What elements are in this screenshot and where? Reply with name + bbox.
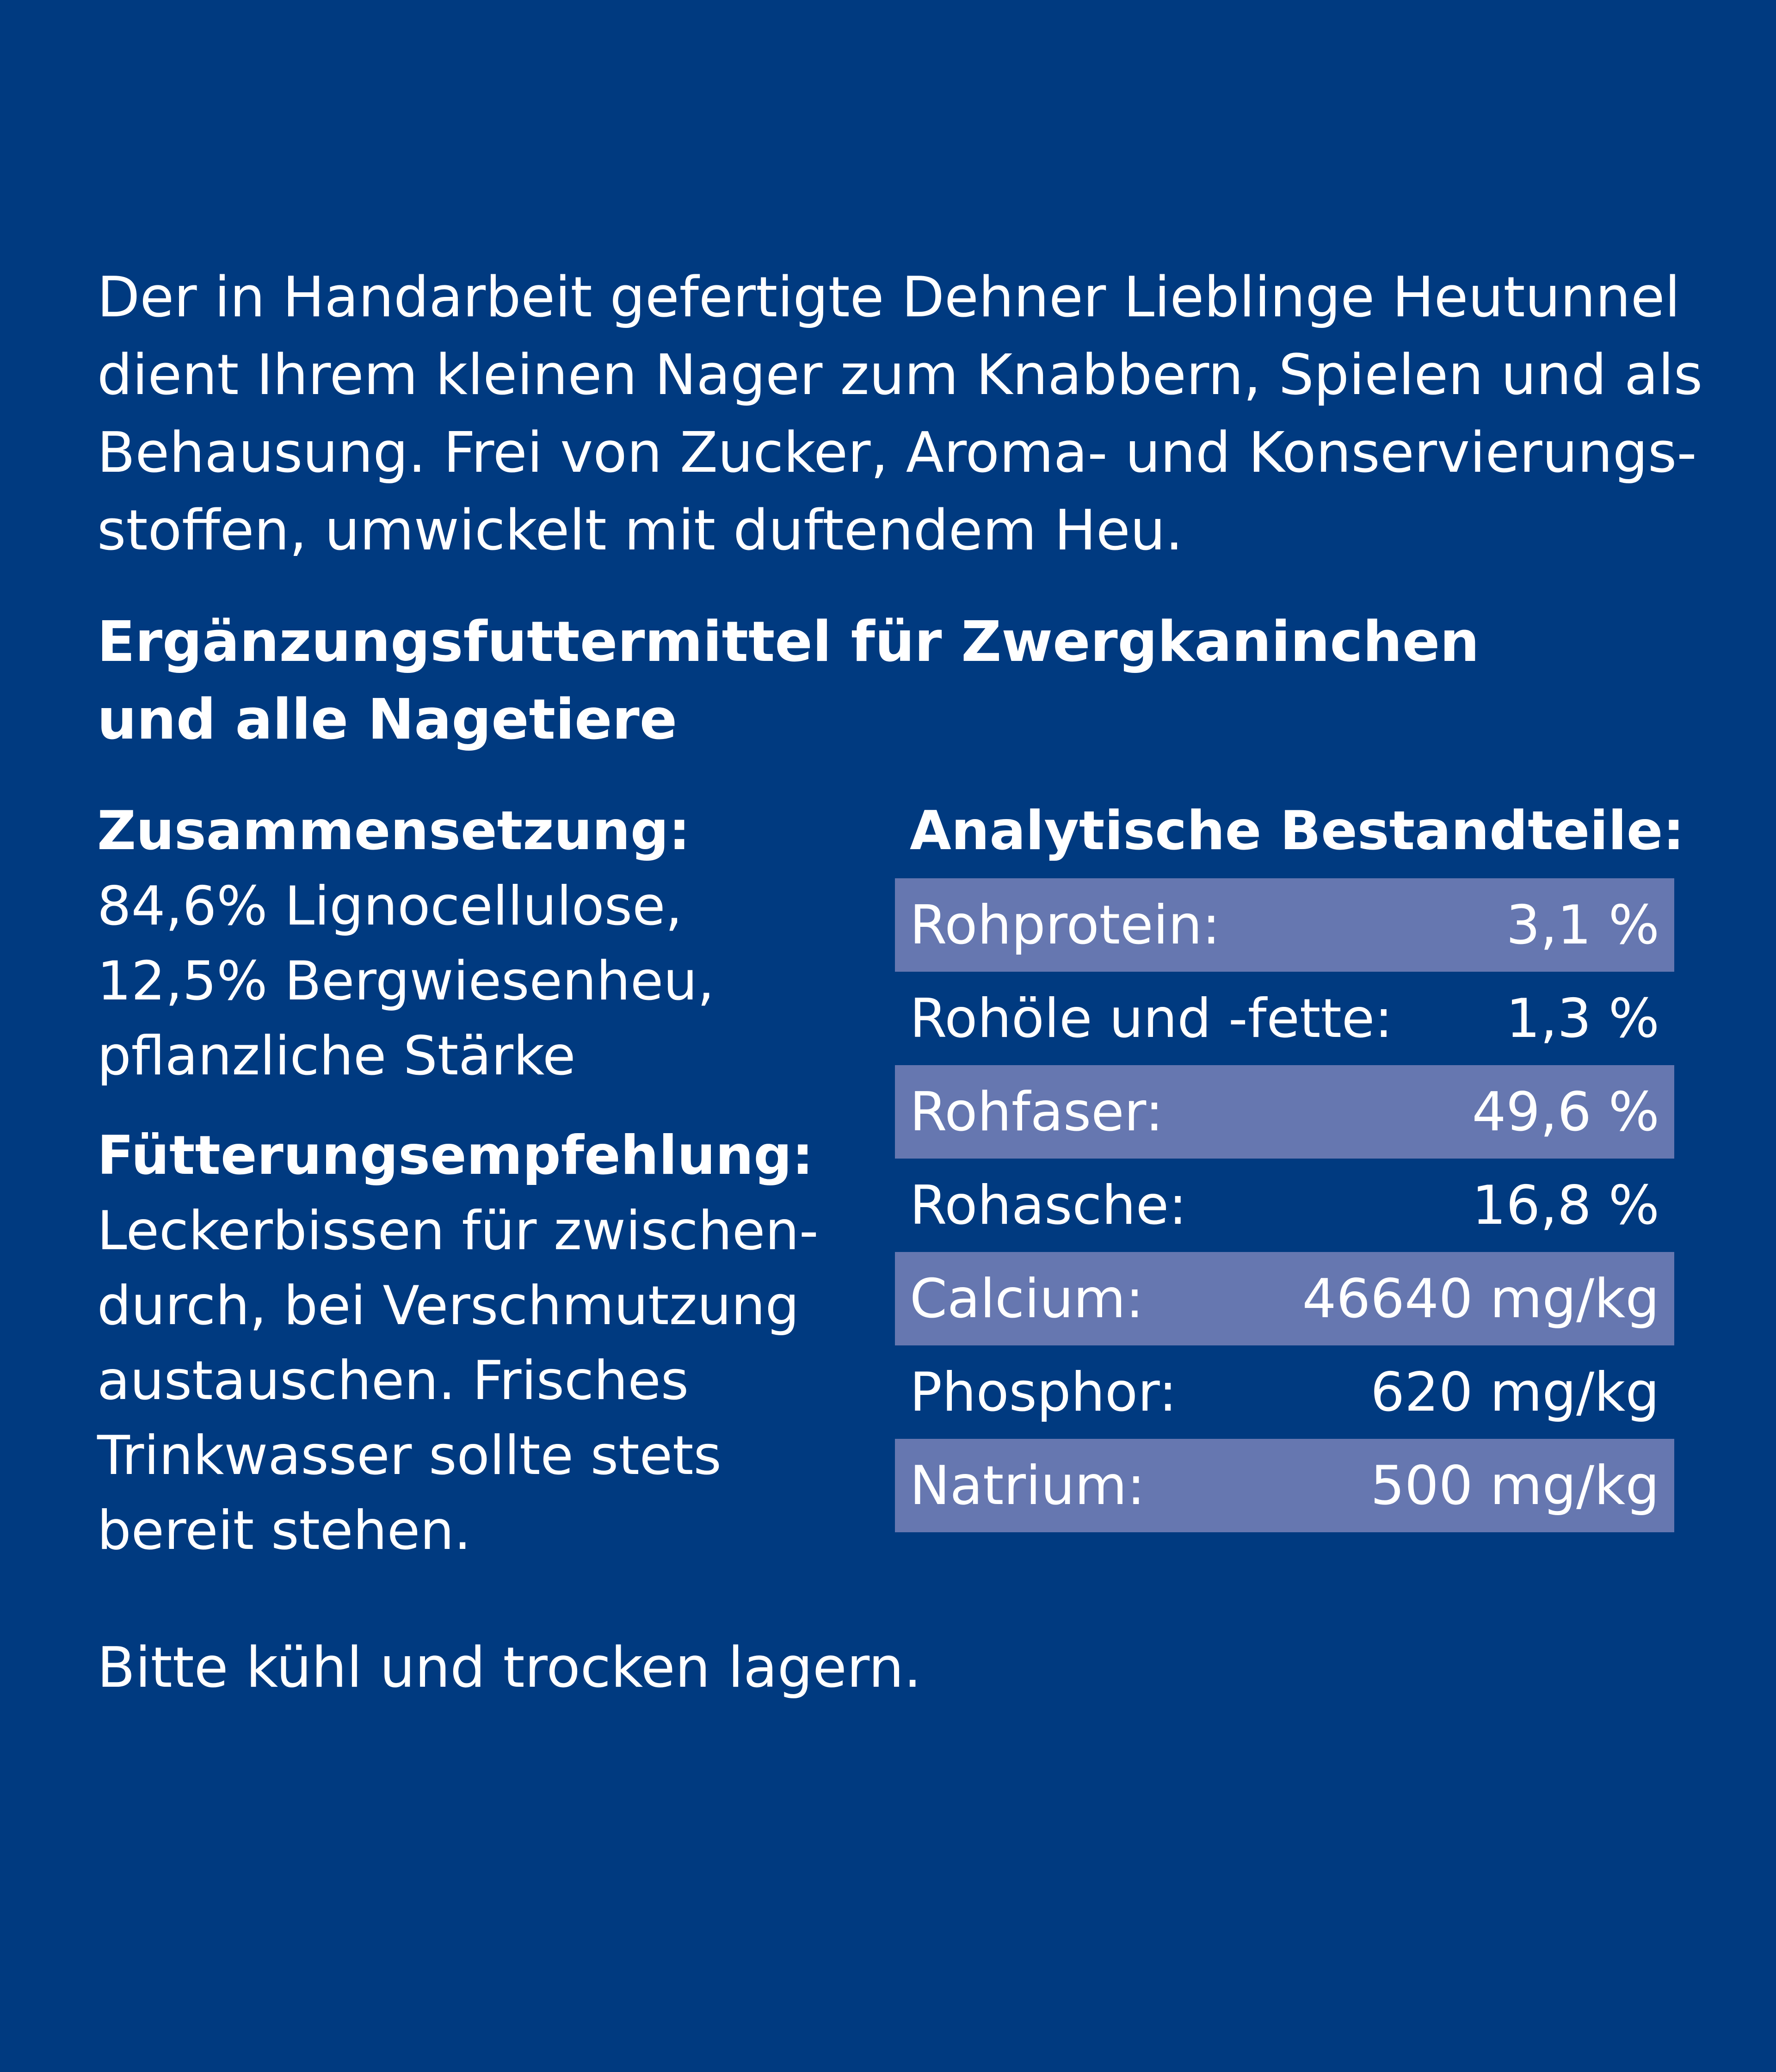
table-row: [895, 1252, 1674, 1345]
feeding-line: Leckerbissen für zwischen-: [97, 1200, 819, 1262]
nutrient-label: Rohöle und -fette:: [910, 987, 1393, 1050]
nutrient-value: 46640 mg/kg: [1302, 1267, 1659, 1330]
nutrient-label: Rohfaser:: [910, 1080, 1164, 1143]
feeding-line: bereit stehen.: [97, 1499, 471, 1562]
feeding-section: [97, 1118, 883, 1568]
feeding-heading: Fütterungsempfehlung:: [97, 1124, 814, 1187]
feeding-line: durch, bei Verschmutzung: [97, 1275, 800, 1337]
nutrient-label: Rohasche:: [910, 1174, 1187, 1237]
table-row: [895, 1159, 1674, 1252]
table-row: [895, 1439, 1674, 1532]
feeding-line: austauschen. Frisches: [97, 1350, 689, 1412]
analysis-heading: Analytische Bestandteile:: [910, 800, 1684, 862]
table-row: [895, 878, 1674, 972]
table-row: [895, 972, 1674, 1065]
composition-text: [97, 869, 883, 1094]
subtitle-line: Ergänzungsfuttermittel für Zwergkaninchen: [97, 610, 1480, 674]
nutrient-value: 16,8 %: [1472, 1174, 1659, 1237]
nutrient-value: 1,3 %: [1506, 987, 1659, 1050]
composition-line: 12,5% Bergwiesenheu,: [97, 950, 715, 1012]
nutrient-label: Phosphor:: [910, 1361, 1177, 1424]
intro-line: Behausung. Frei von Zucker, Aroma- und Konservierungs-: [97, 421, 1697, 485]
nutrient-label: Natrium:: [910, 1454, 1145, 1517]
composition-line: 84,6% Lignocellulose,: [97, 875, 683, 937]
subtitle-line: und alle Nagetiere: [97, 688, 678, 752]
intro-paragraph: [97, 259, 1703, 570]
intro-line: stoffen, umwickelt mit duftendem Heu.: [97, 499, 1183, 563]
product-subtitle: [97, 604, 1670, 759]
nutrient-label: Rohprotein:: [910, 894, 1221, 956]
intro-line: dient Ihrem kleinen Nager zum Knabbern, Spielen und als: [97, 343, 1703, 407]
nutrient-value: 49,6 %: [1472, 1080, 1659, 1143]
storage-note: Bitte kühl und trocken lagern.: [97, 1636, 922, 1700]
nutrient-value: 620 mg/kg: [1370, 1361, 1659, 1424]
analysis-section: [895, 793, 1684, 1532]
nutrient-value: 3,1 %: [1506, 894, 1659, 956]
analysis-table: [895, 878, 1674, 1532]
nutrient-value: 500 mg/kg: [1370, 1454, 1659, 1517]
table-row: [895, 1065, 1674, 1159]
composition-line: pflanzliche Stärke: [97, 1025, 576, 1087]
composition-heading: Zusammensetzung:: [97, 800, 691, 862]
table-row: [895, 1345, 1674, 1439]
feeding-line: Trinkwasser sollte stets: [97, 1424, 722, 1487]
intro-line: Der in Handarbeit gefertigte Dehner Lieblinge Heutunnel: [97, 265, 1680, 330]
feeding-text: [97, 1194, 883, 1568]
composition-section: [97, 793, 883, 1094]
nutrient-label: Calcium:: [910, 1267, 1144, 1330]
left-column: [97, 793, 883, 1568]
